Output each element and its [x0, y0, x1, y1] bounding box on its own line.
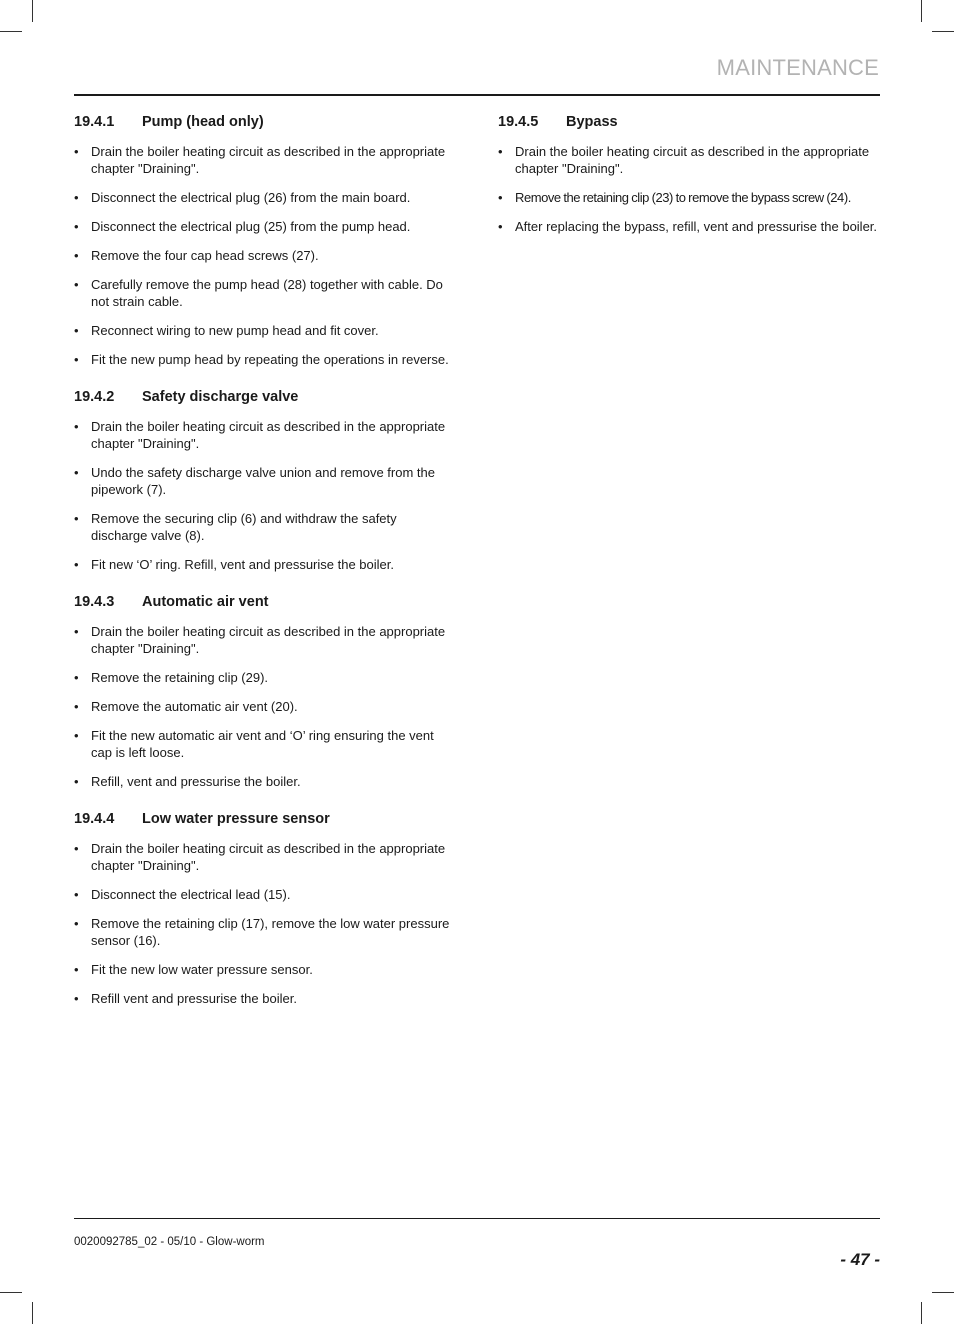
bullet: • — [74, 144, 79, 159]
step-text: Remove the four cap head screws (27). — [91, 248, 319, 263]
crop-mark — [32, 1302, 33, 1324]
step-text: Disconnect the electrical lead (15). — [91, 887, 291, 902]
step-list — [74, 840, 454, 1007]
section-low-water-pressure-sensor — [74, 811, 454, 1007]
list-item — [74, 727, 454, 761]
page-header-title: MAINTENANCE — [716, 55, 879, 80]
bullet: • — [498, 144, 503, 159]
bullet: • — [498, 190, 503, 205]
footer-rule — [74, 1218, 880, 1219]
crop-mark — [921, 1302, 922, 1324]
bullet: • — [74, 557, 79, 572]
section-title: Safety discharge valve — [142, 389, 299, 405]
list-item — [74, 247, 454, 264]
section-title: Low water pressure sensor — [142, 811, 330, 827]
bullet: • — [74, 774, 79, 789]
step-text: Reconnect wiring to new pump head and fit cover. — [91, 323, 379, 338]
step-list — [74, 143, 454, 368]
section-safety-discharge-valve — [74, 389, 454, 573]
section-heading — [74, 594, 454, 611]
step-text: Refill, vent and pressurise the boiler. — [91, 774, 301, 789]
section-number: 19.4.2 — [74, 389, 115, 405]
list-item — [74, 556, 454, 573]
step-list — [74, 623, 454, 790]
step-text: Disconnect the electrical plug (25) from the pump head. — [91, 219, 411, 234]
list-item — [498, 189, 880, 206]
section-heading — [74, 389, 454, 406]
list-item — [74, 915, 454, 949]
list-item — [74, 218, 454, 235]
bullet: • — [74, 465, 79, 480]
bullet: • — [74, 323, 79, 338]
section-automatic-air-vent — [74, 594, 454, 790]
section-title: Automatic air vent — [142, 594, 269, 610]
section-title: Bypass — [566, 114, 618, 130]
step-text: Fit the new low water pressure sensor. — [91, 962, 313, 977]
list-item — [74, 773, 454, 790]
bullet: • — [74, 991, 79, 1006]
step-text: Drain the boiler heating circuit as described in the appropriate chapter "Draining". — [91, 144, 446, 176]
section-bypass — [498, 114, 880, 235]
list-item — [498, 218, 880, 235]
section-heading — [498, 114, 880, 131]
bullet: • — [74, 728, 79, 743]
section-heading — [74, 114, 454, 131]
header-rule — [74, 94, 880, 96]
section-number: 19.4.5 — [498, 114, 539, 130]
step-text: Disconnect the electrical plug (26) from the main board. — [91, 190, 411, 205]
list-item — [74, 961, 454, 978]
list-item — [74, 143, 454, 177]
list-item — [498, 143, 880, 177]
list-item — [74, 322, 454, 339]
bullet: • — [74, 511, 79, 526]
page-number: - 47 - — [840, 1250, 880, 1269]
list-item — [74, 276, 454, 310]
list-item — [74, 669, 454, 686]
step-text: Remove the automatic air vent (20). — [91, 699, 298, 714]
list-item — [74, 510, 454, 544]
step-text: Drain the boiler heating circuit as described in the appropriate chapter "Draining". — [91, 624, 446, 656]
bullet: • — [74, 962, 79, 977]
bullet: • — [74, 841, 79, 856]
bullet: • — [74, 219, 79, 234]
section-number: 19.4.3 — [74, 594, 115, 610]
bullet: • — [498, 219, 503, 234]
step-text: Fit the new pump head by repeating the operations in reverse. — [91, 352, 449, 367]
bullet: • — [74, 887, 79, 902]
section-number: 19.4.1 — [74, 114, 115, 130]
list-item — [74, 840, 454, 874]
list-item — [74, 623, 454, 657]
bullet: • — [74, 419, 79, 434]
section-number: 19.4.4 — [74, 811, 115, 827]
list-item — [74, 351, 454, 368]
footer-document-reference: 0020092785_02 - 05/10 - Glow-worm — [74, 1236, 265, 1248]
list-item — [74, 464, 454, 498]
bullet: • — [74, 699, 79, 714]
step-text: Remove the retaining clip (23) to remove the bypass screw (24). — [515, 190, 851, 205]
crop-mark — [932, 31, 954, 32]
crop-mark — [0, 1292, 22, 1293]
list-item — [74, 418, 454, 452]
crop-mark — [921, 0, 922, 22]
step-text: Refill vent and pressurise the boiler. — [91, 991, 297, 1006]
crop-mark — [32, 0, 33, 22]
list-item — [74, 698, 454, 715]
step-text: Fit the new automatic air vent and ‘O’ ring ensuring the vent cap is left loose. — [91, 728, 434, 760]
step-text: Remove the retaining clip (17), remove the low water pressure sensor (16). — [91, 916, 450, 948]
crop-mark — [932, 1292, 954, 1293]
step-text: Drain the boiler heating circuit as described in the appropriate chapter "Draining". — [91, 419, 446, 451]
step-text: Remove the securing clip (6) and withdraw the safety discharge valve (8). — [91, 511, 397, 543]
bullet: • — [74, 277, 79, 292]
bullet: • — [74, 352, 79, 367]
bullet: • — [74, 916, 79, 931]
section-heading — [74, 811, 454, 828]
bullet: • — [74, 190, 79, 205]
step-text: After replacing the bypass, refill, vent and pressurise the boiler. — [515, 219, 878, 234]
list-item — [74, 990, 454, 1007]
section-title: Pump (head only) — [142, 114, 264, 130]
crop-mark — [0, 31, 22, 32]
bullet: • — [74, 670, 79, 685]
section-pump-head — [74, 114, 454, 368]
right-column — [498, 114, 880, 256]
step-text: Drain the boiler heating circuit as described in the appropriate chapter "Draining". — [91, 841, 446, 873]
left-column — [74, 114, 454, 1028]
step-text: Undo the safety discharge valve union and remove from the pipework (7). — [91, 465, 435, 497]
step-text: Carefully remove the pump head (28) together with cable. Do not strain cable. — [91, 277, 443, 309]
list-item — [74, 189, 454, 206]
step-list — [498, 143, 880, 235]
step-list — [74, 418, 454, 573]
step-text: Remove the retaining clip (29). — [91, 670, 269, 685]
step-text: Fit new ‘O’ ring. Refill, vent and pressurise the boiler. — [91, 557, 394, 572]
list-item — [74, 886, 454, 903]
step-text: Drain the boiler heating circuit as described in the appropriate chapter "Draining". — [515, 144, 870, 176]
bullet: • — [74, 624, 79, 639]
bullet: • — [74, 248, 79, 263]
